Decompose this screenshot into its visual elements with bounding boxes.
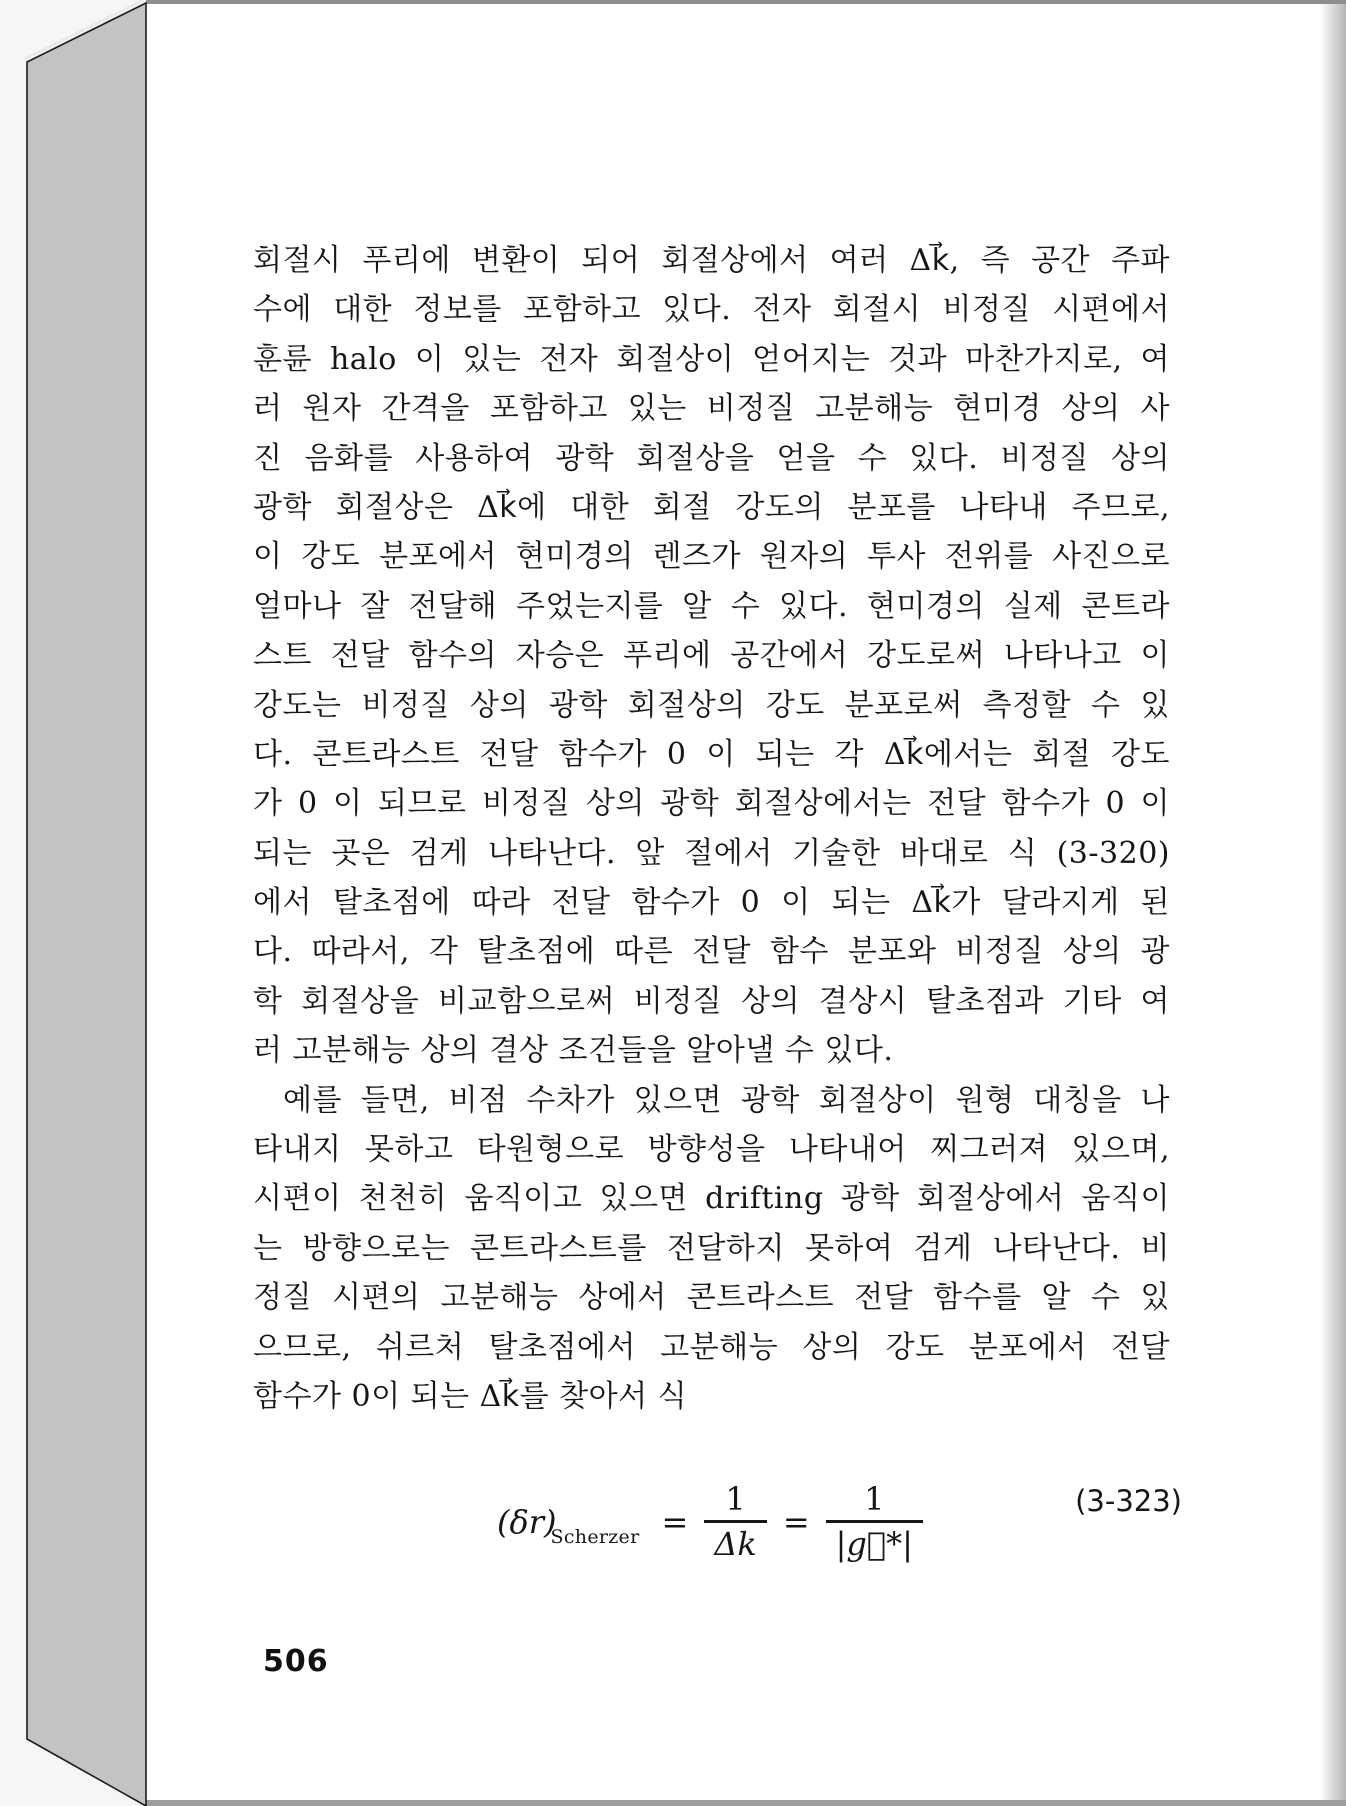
text-line: 광학 회절상은 Δk⃗에 대한 회절 강도의 분포를 나타내 주므로, <box>253 489 1170 525</box>
text-line: 되는 곳은 검게 나타난다. 앞 절에서 기술한 바대로 식 (3-320) <box>253 835 1170 871</box>
text-line: 회절시 푸리에 변환이 되어 회절상에서 여러 Δk⃗, 즉 공간 주파 <box>253 243 1170 278</box>
text-line: 다. 콘트라스트 전달 함수가 0 이 되는 각 Δk⃗에서는 회절 강도 <box>253 736 1170 772</box>
equation-3-323 <box>497 1462 923 1582</box>
text-line: 얼마나 잘 전달해 주었는지를 알 수 있다. 현미경의 실제 콘트라 <box>253 588 1170 624</box>
book-page <box>146 0 1346 1806</box>
fraction-numerator: 1 <box>864 1479 885 1518</box>
text-line: 시편이 천천히 움직이고 있으면 drifting 광학 회절상에서 움직이 <box>253 1181 1170 1217</box>
equals-sign: = <box>661 1503 689 1541</box>
body-text <box>253 236 1170 1421</box>
text-line: 훈륜 halo 이 있는 전자 회절상이 얻어지는 것과 마찬가지로, 여 <box>253 341 1170 377</box>
equation-subscript: Scherzer <box>550 1526 640 1548</box>
equals-sign: = <box>782 1503 810 1541</box>
text-line: 으므로, 쉬르처 탈초점에서 고분해능 상의 강도 분포에서 전달 <box>253 1329 1170 1365</box>
text-line: 러 원자 간격을 포함하고 있는 비정질 고분해능 현미경 상의 사 <box>253 391 1170 427</box>
text-line: 다. 따라서, 각 탈초점에 따른 전달 함수 분포와 비정질 상의 광 <box>253 934 1170 970</box>
text-line: 정질 시편의 고분해능 상에서 콘트라스트 전달 함수를 알 수 있 <box>253 1280 1170 1316</box>
text-line: 타내지 못하고 타원형으로 방향성을 나타내어 찌그러져 있으며, <box>253 1132 1170 1168</box>
fraction-denominator: |g⃗*| <box>826 1520 923 1563</box>
book-spine <box>0 0 160 1806</box>
text-line: 수에 대한 정보를 포함하고 있다. 전자 회절시 비정질 시편에서 <box>253 292 1170 328</box>
text-line: 는 방향으로는 콘트라스트를 전달하지 못하여 검게 나타난다. 비 <box>253 1230 1170 1266</box>
text-line: 강도는 비정질 상의 광학 회절상의 강도 분포로써 측정할 수 있 <box>253 687 1170 723</box>
equation-row <box>253 1462 1182 1582</box>
text-line: 스트 전달 함수의 자승은 푸리에 공간에서 강도로써 나타나고 이 <box>253 638 1170 674</box>
page-number: 506 <box>263 1644 329 1679</box>
text-line: 예를 들면, 비점 수차가 있으면 광학 회절상이 원형 대칭을 나 <box>283 1082 1170 1118</box>
text-line: 진 음화를 사용하여 광학 회절상을 얻을 수 있다. 비정질 상의 <box>253 440 1170 476</box>
text-line: 함수가 0이 되는 Δk⃗를 찾아서 식 <box>253 1378 688 1414</box>
fraction-denominator: Δk <box>704 1520 767 1563</box>
fraction-1-over-delta-k <box>704 1479 767 1563</box>
text-line: 가 0 이 되므로 비정질 상의 광학 회절상에서는 전달 함수가 0 이 <box>253 786 1170 822</box>
page-edge-shadow <box>1320 4 1346 1800</box>
book-spine-face <box>27 3 146 1806</box>
text-line: 러 고분해능 상의 결상 조건들을 알아낼 수 있다. <box>253 1033 894 1069</box>
fraction-1-over-g-star <box>826 1479 923 1563</box>
equation-number: (3-323) <box>1075 1484 1182 1518</box>
equation-lhs: (δr) <box>497 1503 557 1541</box>
text-line: 이 강도 분포에서 현미경의 렌즈가 원자의 투사 전위를 사진으로 <box>253 539 1170 575</box>
text-line: 에서 탈초점에 따라 전달 함수가 0 이 되는 Δk⃗가 달라지게 된 <box>253 885 1170 921</box>
fraction-numerator: 1 <box>725 1479 746 1518</box>
text-line: 학 회절상을 비교함으로써 비정질 상의 결상시 탈초점과 기타 여 <box>253 983 1170 1019</box>
